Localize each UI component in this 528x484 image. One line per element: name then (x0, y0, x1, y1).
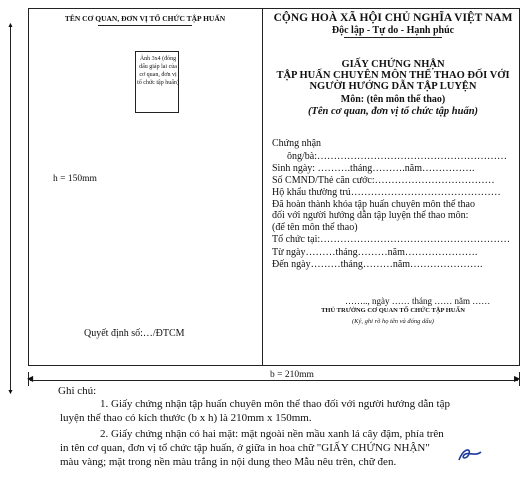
subject-line: Môn: (tên môn thể thao) (340, 94, 446, 105)
height-label: h = 150mm (53, 174, 97, 184)
height-dimension-line (10, 26, 11, 392)
form-line: Sinh ngày: ……….tháng……….năm……………. (272, 163, 475, 174)
panel-divider (262, 8, 263, 366)
signer-title: THỦ TRƯỞNG CƠ QUAN TỔ CHỨC TẬP HUẤN (321, 307, 465, 314)
arrow-left-icon: ◀ (27, 374, 34, 383)
form-line: (để tên môn thể thao) (272, 222, 358, 233)
note-line: luyện thể thao có kích thước (b x h) là 210mm x 150mm. (60, 412, 312, 424)
nation-heading: CỘNG HOÀ XÃ HỘI CHỦ NGHĨA VIỆT NAM (273, 12, 513, 24)
note-line: in tên cơ quan, đơn vị tổ chức tập huấn, ở giữa in hoa chữ "GIẤY CHỨNG NHẬN" (60, 442, 430, 454)
width-dimension-line (30, 380, 518, 381)
org-name-underline (98, 25, 192, 26)
form-line: Hộ khẩu thường trú……………………………………… (272, 187, 501, 198)
org-name: TÊN CƠ QUAN, ĐƠN VỊ TỔ CHỨC TẬP HUẤN (64, 14, 226, 23)
note-line: 1. Giấy chứng nhận tập huấn chuyên môn thể thao đối với người hướng dẫn tập (100, 398, 450, 410)
form-line: Từ ngày………tháng………năm…………………. (272, 247, 478, 258)
certificate-title: GIẤY CHỨNG NHẬN (341, 59, 445, 70)
form-line: Số CMND/Thẻ căn cước:……………………………… (272, 175, 495, 186)
decision-number: Quyết định số:…/ĐTCM (84, 328, 185, 339)
arrow-up-icon: ▲ (7, 21, 14, 29)
form-line: Đã hoàn thành khóa tập huấn chuyên môn thể thao (272, 199, 475, 210)
certificate-subtitle-2: NGƯỜI HƯỚNG DẪN TẬP LUYỆN (309, 81, 477, 92)
photo-caption: Ảnh 3x4 (đóng dấu giáp lai của cơ quan, đơn vị tổ chức tập huấn) (137, 56, 179, 86)
form-line: Đến ngày………tháng………năm…………………. (272, 259, 483, 270)
form-line: đối với người hướng dẫn tập luyện thể thao môn: (272, 210, 469, 221)
signature-mark (455, 445, 485, 465)
notes-heading: Ghi chú: (58, 385, 97, 397)
issuer-line: (Tên cơ quan, đơn vị tổ chức tập huấn) (307, 106, 479, 117)
form-line: Tổ chức tại:………………………………………………… (272, 234, 511, 245)
motto: Độc lập - Tự do - Hạnh phúc (331, 25, 455, 36)
note-line: màu vàng; mặt trong nền màu trắng in nội dung theo Mẫu nêu trên, chữ đen. (60, 456, 397, 468)
width-label: b = 210mm (252, 370, 332, 380)
motto-underline (344, 37, 442, 38)
form-line: Chứng nhận (272, 138, 322, 149)
note-line: 2. Giấy chứng nhận có hai mặt: mặt ngoài nền mầu xanh lá cây đậm, phía trên (100, 428, 444, 440)
certificate-subtitle-1: TẬP HUẤN CHUYÊN MÔN THỂ THAO ĐỐI VỚI (276, 70, 510, 81)
date-line: …….., ngày …… tháng …… năm …… (345, 296, 491, 306)
arrow-down-icon: ▼ (7, 388, 14, 396)
form-line: ông/bà:………………………………………………… (287, 151, 507, 162)
signer-note: (Ký, ghi rõ họ tên và đóng dấu) (352, 318, 434, 325)
arrow-right-icon: ▶ (514, 374, 521, 383)
